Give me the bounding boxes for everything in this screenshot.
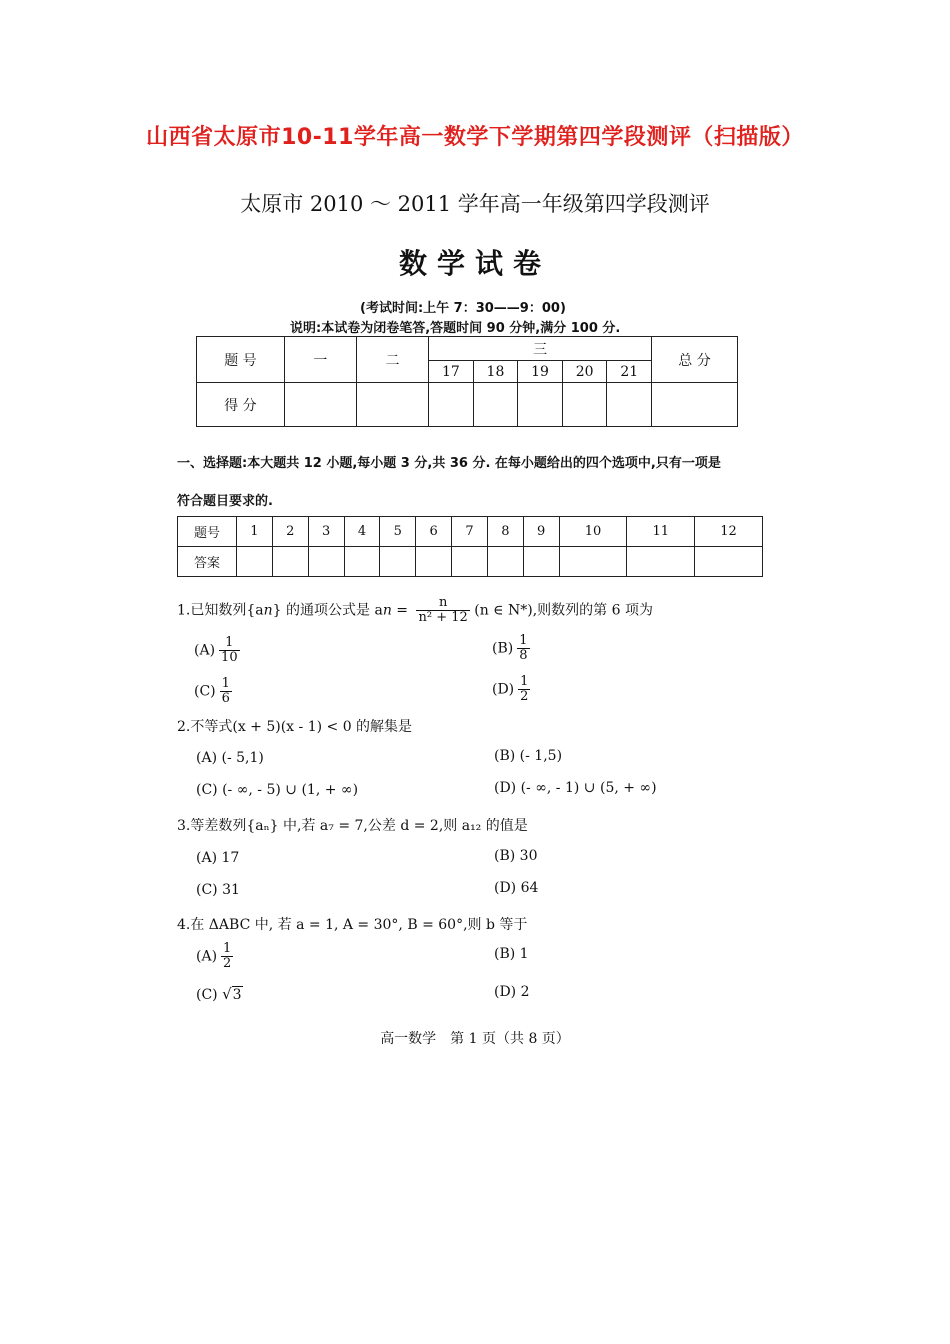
exam-subtitle: 太原市 2010 ～ 2011 学年高一年级第四学段测评 — [240, 192, 710, 216]
question-3-option-d[interactable]: (D) 64 — [494, 880, 539, 896]
score-cell[interactable] — [652, 383, 738, 427]
paper-title: 数学试卷 — [398, 247, 551, 280]
square-root-icon: √ — [222, 985, 232, 1003]
section-heading-continued: 符合题目要求的. — [177, 494, 273, 509]
answer-table — [177, 516, 763, 577]
answer-cell[interactable] — [452, 547, 488, 577]
score-subcol: 20 — [562, 361, 607, 383]
score-cell[interactable] — [473, 383, 518, 427]
score-cell[interactable] — [562, 383, 607, 427]
question-3-option-a[interactable]: (A) 17 — [196, 850, 240, 866]
answer-number: 3 — [308, 517, 344, 547]
answer-cell[interactable] — [695, 547, 763, 577]
page-footer: 高一数学 第 1 页（共 8 页） — [380, 1031, 570, 1047]
answer-number: 11 — [627, 517, 695, 547]
question-4-option-d[interactable]: (D) 2 — [494, 984, 530, 1000]
answer-number: 6 — [416, 517, 452, 547]
question-2-option-d[interactable]: (D) (- ∞, - 1) ∪ (5, + ∞) — [494, 780, 657, 796]
score-col-two: 二 — [356, 337, 428, 383]
answer-cell[interactable] — [559, 547, 627, 577]
answer-cell[interactable] — [416, 547, 452, 577]
score-cell[interactable] — [284, 383, 356, 427]
question-1-option-d[interactable]: (D) $\frac{1}{2}$ — [492, 674, 529, 704]
answer-number: 2 — [272, 517, 308, 547]
question-1-fraction: $\frac{n}{\text{n² + 12}}$ — [418, 595, 468, 625]
score-cell[interactable] — [429, 383, 474, 427]
answer-number: 5 — [380, 517, 416, 547]
answer-cell[interactable] — [523, 547, 559, 577]
question-1-stem: 1.已知数列{an} 的通项公式是 an = $\frac{n}{\text{n² + 12}}$ (n ∈ N*),则数列的第 6 项为 — [177, 595, 653, 625]
score-cell[interactable] — [356, 383, 428, 427]
question-3-stem: 3.等差数列{aₙ} 中,若 a₇ = 7,公差 d = 2,则 a₁₂ 的值是 — [177, 818, 528, 834]
document-title: 山西省太原市10-11学年高一数学下学期第四学段测评（扫描版） — [146, 125, 804, 150]
score-cell[interactable] — [607, 383, 652, 427]
exam-time: (考试时间:上午 7：30——9：00) — [360, 301, 566, 316]
answer-cell[interactable] — [237, 547, 273, 577]
score-row-label-score: 得 分 — [197, 383, 285, 427]
answer-row-label-answer: 答案 — [178, 547, 237, 577]
answer-cell[interactable] — [627, 547, 695, 577]
score-subcol: 19 — [518, 361, 563, 383]
question-1-option-c[interactable]: (C) $\frac{1}{6}$ — [194, 676, 230, 706]
question-2-option-a[interactable]: (A) (- 5,1) — [196, 750, 264, 766]
score-table — [196, 336, 738, 427]
exam-instructions: 说明:本试卷为闭卷笔答,答题时间 90 分钟,满分 100 分. — [290, 321, 621, 336]
question-4-option-c[interactable]: (C) √3 — [196, 985, 242, 1003]
answer-number: 9 — [523, 517, 559, 547]
answer-cell[interactable] — [344, 547, 380, 577]
question-1-option-a[interactable]: (A) $\frac{1}{10}$ — [194, 635, 238, 665]
question-2-stem: 2.不等式(x + 5)(x - 1) < 0 的解集是 — [177, 719, 413, 735]
answer-number: 10 — [559, 517, 627, 547]
score-subcol: 18 — [473, 361, 518, 383]
answer-number: 7 — [452, 517, 488, 547]
score-col-three: 三 — [429, 337, 652, 361]
answer-number: 12 — [695, 517, 763, 547]
score-subcol: 17 — [429, 361, 474, 383]
score-col-total: 总 分 — [652, 337, 738, 383]
answer-row-label-number: 题号 — [178, 517, 237, 547]
answer-number: 8 — [487, 517, 523, 547]
question-1-option-b[interactable]: (B) $\frac{1}{8}$ — [492, 633, 528, 663]
question-4-option-a[interactable]: (A) $\frac{1}{2}$ — [196, 941, 232, 971]
score-col-one: 一 — [284, 337, 356, 383]
question-2-option-c[interactable]: (C) (- ∞, - 5) ∪ (1, + ∞) — [196, 782, 359, 798]
answer-number: 4 — [344, 517, 380, 547]
answer-cell[interactable] — [308, 547, 344, 577]
question-4-option-b[interactable]: (B) 1 — [494, 946, 529, 962]
answer-cell[interactable] — [487, 547, 523, 577]
question-3-option-b[interactable]: (B) 30 — [494, 848, 538, 864]
question-3-option-c[interactable]: (C) 31 — [196, 882, 240, 898]
question-2-option-b[interactable]: (B) (- 1,5) — [494, 748, 563, 764]
answer-number: 1 — [237, 517, 273, 547]
question-4-stem: 4.在 ΔABC 中, 若 a = 1, A = 30°, B = 60°,则 b 等于 — [177, 917, 528, 933]
section-heading: 一、选择题:本大题共 12 小题,每小题 3 分,共 36 分. 在每小题给出的四个选项中,只有一项是 — [177, 456, 721, 471]
answer-cell[interactable] — [380, 547, 416, 577]
score-cell[interactable] — [518, 383, 563, 427]
score-subcol: 21 — [607, 361, 652, 383]
score-row-label-number: 题 号 — [197, 337, 285, 383]
answer-cell[interactable] — [272, 547, 308, 577]
